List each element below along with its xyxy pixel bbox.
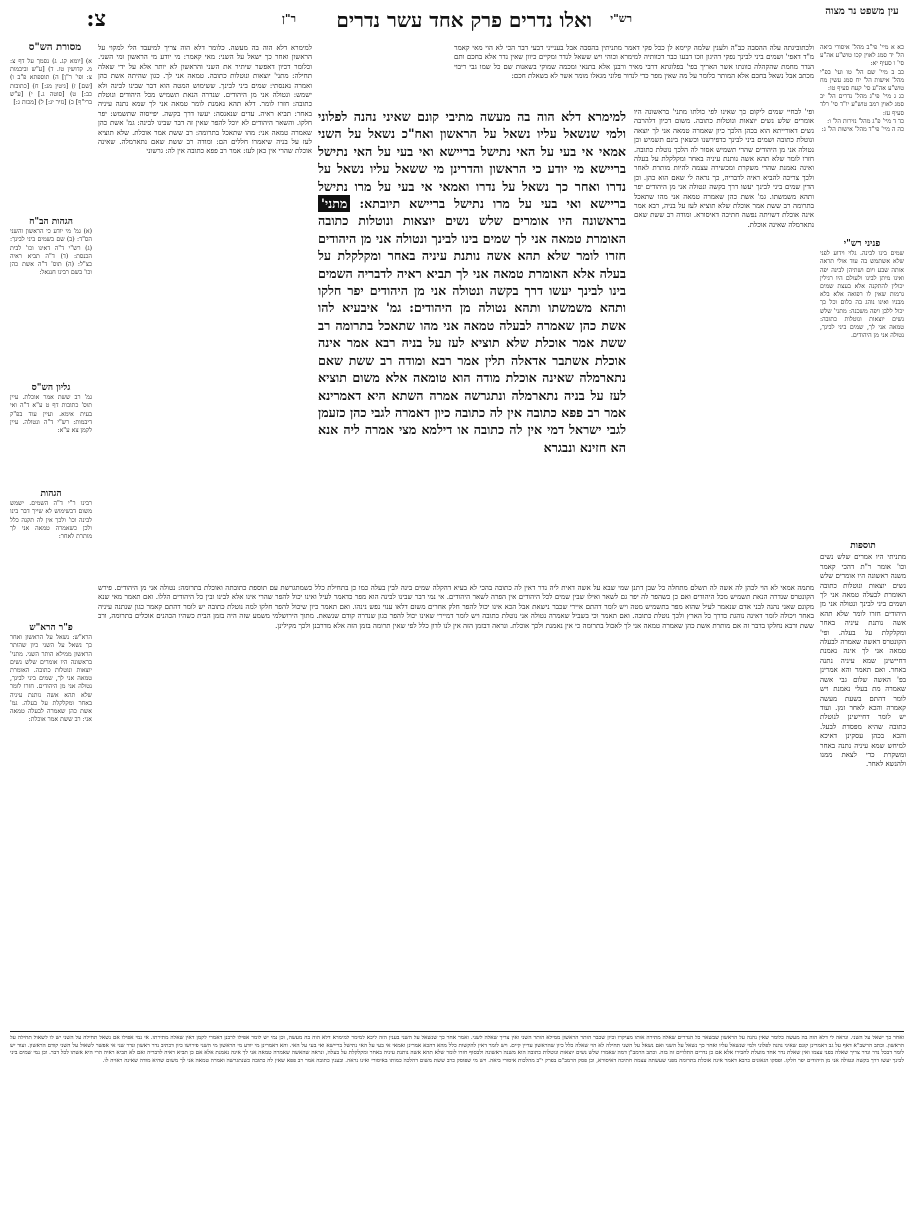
ran-top [454, 44, 814, 106]
masoret-label: מסורת הש"ס [28, 42, 82, 53]
piskei-rosh-title: פ"ר הרא"ש [29, 623, 73, 633]
ein-mishpat-entry: כג ג מיי' פי"ג מהל' נדרים הל' יב סמג לאוין רמב טוש"ע יו"ד סי' רלד סעיף עז: [820, 93, 904, 117]
bottom-notes-text: ואחר כך ישאל על השני. ונראה לי דלא הוה בה מעשה כלומר שאין נהנה על הראשון שבשאר כל הנדרים שאלה מתירה אותו מעיקרו וכיון שכבר הותר הראשון ממילא הותר השני ואין צריך שאלה לשני. ואמר אחר כך שנשאל על השני בענין הזה ליכא למימר למימרא דלא הוה בה מעשה, וכן נמי יש לומר אפילו לרבנן דאמרי לקמן דאין שאלה מתירתו. אי נמי אפילו אם נשאל תחילה על השני יש לו לשאול תחילה על הראשון. וכתב הרשב"א דאף על גב דאמרינן קונם שאיני נהנה לפלוני ולמי שנשאל עליו ואחר כך נשאל על השני ואם נשאל על השני תחילה לא הוי שאלה כלל כיון שהראשון עדיין קיים. ויש לומר דאין להקשות כלל מהא דהכא אמרינן ואמאי אי בעי על האי נתישל בריישא ואי בעי על האי. והא דאמרינן מי יודע מי הראשון מי השני פירושו כיון דכתיב נדר ראשון ונדר שני אי אפשר לשאול על השני קודם הראשון. ועוד יש לומר דבכל נדר ונדר צריך שאלה בפני עצמו ואין שאלת נדר אחד מועלת לחבירו אלא אם כן נדרים התלויים זה בזה. וכתב הרמב"ן דמה שאמרו שלש נשים יוצאות ונוטלות כתובה הוא משנה ראשונה ולבסוף חזרו לומר שלא תהא אשה נותנת עיניה באחר ומקלקלת על בעלה, ונראה שהאשה שאמרה טמאה אני לך אינה נאמנת אלא אם כן תביא ראיה לדבריה ואם לא תביא ראיה הרי היא אשתו לכל דבר. וכן נמי שמים ביני לבינך יעשו דרך בקשה ונטולה אני מן היהודים יפר חלקו. ופסקו הגאונים כרבא דאמר אינה אוכלת בתרומה מפני שעשתה עצמה חתיכה דאיסורא, וכן פסק הרמב"ם בפרק י"ב מהלכות איסורי ביאה. ויש מי שפוסק כרב ששת משום דהלכה כמותו באיסורי ואינו נראה. ובענין כתובה אמר רב פפא שאין לה כתובה כשנתגרשה ואמרה טמאה אני לך משום שהיא מודה שאינה ראויה לו. [10, 1035, 904, 1064]
ein-mishpat-entry: כה ה מיי' פי"ד מהל' אישות הל' ג: [821, 126, 904, 134]
tosafot-continued-text: מתמה אמאי לא הוי לכהן לה אשה לה תשלם מתחלה כל שבן דתנן שמי שבא על אשה דאית ליה נדר דאין לה כתובה בהכי לא בעיא דהקלה שמים בינה לבין בעלה כמו כן בתחילת כלל כשמתגרשת עם תוספת כתובתה ואוכלת בתרומה: נטולה אני מן היהודים. פירש הקונטרס שנדרה הנאת תשמיש מכל היהודים ואם כן כשהפר לה יפר גם לשאר ואילו שבין שמים לכל היהודים אין הפרה לשאר היהודים. אי נמי דבר שבינו לבינה הוא מפר כדאמר לעיל ואינו יכול להפר שהרי אינו אלא לבינו ובין כל היהודים הללו. ואם תאמר מאי שנא מקונם שאני נהנה לבני אדם שנאמר לעיל שהוא מפר בתשמיש מטה ויש לומר דהתם איירי שכבר נישאת אבל הכא אינו יכול להפר חלק אחרים משום דלאו ענוי נפש נינהו. ואם תאמר כיון שיכול להפר חלקו למה נוטלת כתובה יש לומר דהתם קאמר כגון שנתנה עיניה באחר ויכולה לומר דאינה נוהגת כדרך כל הארץ ולכך נוטלת כתובה. ואם תאמר וכי בשביל שאמרה נטולה אני נוטלת כתובה ויש לומר דמיירי שאינו יכול להפר כגון שנדרה קודם שנשאת. מתוך הירושלמי משמע שזה היה בזמן הבית כשהיו הכהנים אוכלים בתרומה, ורב ששת ורבא נחלקו בדבר זה אם מותרת אשת כהן שאמרה טמאה אני לך לאכול בתרומה כי אין נאמנת ולכך אוכלת. ונראה דבזמן הזה אין לנו לדון כלל לפי שאין תרומה בזמן הזה אלא מדרבנן ולכך מקילינן. [98, 584, 814, 630]
hagahot-bach [10, 214, 92, 374]
ran-top-text: ולכתוביגתה עלה ההסבה כב"ה ולענין שלמה קיימא לן ככל פקי דאמר מתניתין בהסבה אבל בענייני דבעי דבר הכי לא הוי מאי קאמר מ"ד דאפי' ושמים ביני לבינך נפקי דהיגון וזכו דבעו כבר דכוותיה למימרא וכוהי ויש ששאל לנדר ומקיים כיוון שאין נדר אלא בחכם ותם הנדר מחמת שהקהלה כוונתו אשר האריך בפי' בפלוגתא דרבי מאיר ורבנן אלא בתנאי ומכמה שמוקי בשאנות שם כל שמו גבי ריבוי מכתב אבל נשאל בחכם אלא המותר כלומר על מה שאין מפר כדי לנדור פלוני מגאלו מומר אשר לא בשאלת חכם: [454, 44, 814, 81]
tosafot [820, 538, 906, 1028]
rashi-text: למימרא דלא הוה בה מעשה. כלומר דלא הוה צריך למיעבד הלי למקוי על הראשון ואחר כך ישאל על השני: מאי קאמר: מי יודע מי הראשון ומי השני. וכלומר דכיון דאפשר שיתיר את השני והראשון לא יותר אלא על ידי שאלה תחילה: מתני' יוצאות ונוטלות כתובה. טמאה אני לך. כגון שהיתה אשת כהן ואמרה נאנסתי: שמים ביני לבינך. ששימוש המטה הוא דבר שבינו לבינה ולא ישמש: ונטולה אני מן היהודים. שנדרה הנאת תשמיש מכל היהודים ונוטלת כתובה: חזרו לומר. דלא תהא נאמנת לומר טמאה אני לך שמא נתנה עיניה באחר: תביא ראיה. עדים שנאנסה: יעשו דרך בקשה. יפייסוה שתשמש: יפר חלקו. והשאר היהודים לא יוכל להפר שאין זה דבר שבינו לבינה: גמ' אשת כהן שאמרה טמאה אני: מהו שתאכל בתרומה: רב ששת אמר אוכלת. שלא תוציא לעז על בניה שיאמרו חללים הם: ומודה רב ששת שאם נתארמלה. שאינה אוכלת שהרי אין כאן לעז: אמר רב פפא כתובה אין לה: גרשוני [98, 44, 312, 156]
gemara-label: גמ' [385, 300, 402, 316]
mishna-label: מתני' [318, 195, 350, 212]
masoret-text: א) [יומא קג. ג) נסמך על דף צ: מ. קדושין טו. ד) [ע"ש וביבמות צ: ופי' ר"ן] ה) תוספתא פ"ב ו) [שם] ז) [גיטין מג:] ח) [כתובות כב:] ט) [סוטה ג.] י) [ע"ש ברי"ף] כ) [נזיר יג:] ל) [מכות ג:] [10, 58, 92, 107]
mishna-text: בראשונה היו אומרים שלש נשים יוצאות ונוטלות כתובה האומרת טמאה אני לך שמים בינו לבינך ונטולה אני מן היהודים חזרו לומר שלא תהא אשה נותנת עיניה באחר ומקלקלת על בעלה אלא האומרת טמאה אני לך תביא ראיה לדבריה השמים בינו לבינך יעשו דרך בקשה ונטולה אני מן היהודים יפר חלקו ותהא משמשתו ותהא נטולה מן היהודים: [318, 213, 626, 316]
gemara-line-1: למימרא דלא הוה בה מעשה מתיבי קונם שאיני נהנה לפלוני ולמי שנשאל עליו נשאל על הראשון ואח"כ נשאל על השני אמאי אי בעי על האי נתישל בריישא ואי בעי על האי נתישל בריישא מי יודע כי הראשון והדרינן מי ששאל עליו נשאל על נדרו ואחר כך נשאל על נדרו ואמאי אי בעי על מרו נתישל בריישא ואי בעי על מרו נתישל בריישא תיובתא: [318, 109, 626, 212]
rashi-commentary [98, 44, 312, 578]
gemara-line-3: איבעיא להו אשת כהן שאמרה לבעלה טמאה אני מהו שתאכל בתרומה רב ששת אמר אוכלת שלא תוציא לעז על בניה רבא אמר אינה אוכלת אשתבר אדאלה תלין אמר רבא ומודה רב ששת שאם נתארמלה שאינה אוכלת מודה הוא טומאה אלא משום תוציא לעז על בניה נתארמלה ונתגרשה אמרה השתא היא דאמרינא אמר רב פפא כתובה אין לה כתובה כיון דאמרה לגבי כהן כזעמן לגבי ישראל דמי אין לה כתובה או דילמא מצי אמרה ליה אנא הא חזינא ונבגרא [318, 300, 626, 455]
penei-rosh-text: שמים בינו לבינה. גלוי וידוע לפני שלא אשתמש בה עוד אולי תראה אותה שבע ויום ושתיהן לבינה יפה ואינו מיתן לבינו ולעולם היו רגילין יכולין להתקנה אלא בעצת שמים גרמות שאין לו רפואה אלא בלא מבניו ואינו נוהג בה כלום וכל כך יכול ללבן ויפה משכנה: מתני' שלש נשים יוצאות ונוטלות כתובה: טמאה אני לך, שמים ביני לבינך, נטולה אני מן היהודים. [820, 250, 904, 340]
ein-mishpat [820, 44, 904, 230]
gilyon-hashas [10, 380, 92, 480]
header-ran: ר"ן [282, 12, 296, 25]
gilyon-text: גמ' רב ששת אמר אוכלת. עיין תוס' כתובות דף ט ע"א ד"ה ואי בעית אימא. ועיין עוד בפ"ק דיבמות: רש"י ד"ה ונטולה. עיין לקמן צא ע"א: [10, 394, 92, 435]
tosafot-title: תוספות [850, 541, 876, 551]
penei-rosh-title: פניני רש"י [843, 239, 881, 249]
gilyon-title: גליון הש"ס [31, 383, 71, 393]
header-title: ואלו נדרים פרק אחד עשר נדרים [336, 8, 592, 32]
tosafot-text: מתניתי היו אמרים שלש נשים וכו' אומר ר"ת דהכי קאמר משנה ראשונה היו אומרים שלש נשים יוצאות ונוטלות כתובה האומרת לבעלה טמאה אני לך ושמים ביני לבינך ונטולה אני מן היהודים חזרו לומר שלא תהא אשה נותנת עיניה באחר ומקלקלת על בעלה. ופי' הקונטרס דאשה שאמרה לבעלה טמאה אני לך אינה נאמנת דחיישינן שמא עיניה נתנה באחר. ואם תאמר והא אמרינן בפ' האשה שלום גבי אשה שאמרה מת בעלי נאמנת ויש לומר דהתם בשעת מעשה קאמרה והכא לאחר זמן. ועוד יש לומר דחיישינן לנוטלת כתובה שהיא מפסדת לבעל. והכא בכהן עסקינן דאיכא למיחש שמא עיניה נתנה באחר ומשקרת כדי לצאת ממנו ולהנשא לאחר. [820, 553, 906, 769]
ran-commentary [634, 108, 814, 578]
gemara-main-text [318, 108, 626, 578]
bottom-notes [10, 1035, 904, 1205]
hagahot [10, 486, 92, 616]
ein-mishpat-entry: כב ב מיי' שם הל' טו ועי' בפ"י מהל' אישות הל' יח סמג עשין מח טוש"ע אה"ע סי' קעח סעיף טו: [820, 68, 904, 93]
tosafot-continued [98, 584, 814, 1028]
ran-commentary-text: ופי' לבחיי שמים ליקום כך שאינו לפי כולתו מתני' בראשונה היו אומרים שלש נשים יוצאות ונוטלות כתובה. משום דכיון דלהרבה נשים דאורייתא הוא בכהן הלכך כיון שאמרה טמאה אני לך יוצאה ונוטלת כתובה ושמים ביני לבינך כדפירשנו וכשאין בינם תשמיש וכן נטולה אני מן היהודים שהרי תשמיש אסור לה הלכך נוטלת כתובה. חזרו לומר שלא תהא אשה נותנת עיניה באחר ומקלקלת על בעלה ואינה נאמנת שהרי משקרת ומכשירה עצמה להיות מותרת לאחר ולכך צריכה להביא ראיה לדבריה, כך נראה לי שאם הוא כהן. וכן הדין שמים ביני לבינך יעשו דרך בקשה ונטולה אני מן היהודים יפר ותהא משמשתו. גמ' אשת כהן שאמרה טמאה אני מהו שתאכל בתרומה רב ששת אמר אוכלת שלא תוציא לעז על בניה, רבא אמר אינה אוכלת דשויתה נפשה חתיכה דאיסורא. ומודה רב ששת שאם נתארמלה שאינה אוכלת. [634, 108, 814, 229]
penei-rosh [820, 236, 904, 536]
hagahot-text: רבינו ר"י ד"ה השמים. ישמש משום דבשימוש לא שייך דבר בינו לבינה וכו' ולכך אין לה תקנה כלל ולכן כשאמרה טמאה אני לך מותרת לאחר: [10, 500, 92, 541]
bottom-separator [10, 1031, 904, 1032]
hagahot-title: הגהות [40, 489, 62, 499]
folio-number: צ: [86, 6, 106, 32]
masoret-hashas [10, 58, 92, 208]
ein-mishpat-label: עין משפט נר מצוה [825, 6, 899, 17]
ein-mishpat-entry: כד ד מיי' פ"ג מהל' נזירות הל' ו: [827, 117, 904, 125]
piskei-rosh-text: הרא"ש: נשאל על הראשון ואחר כך נשאל על השני כיון שהותר הראשון ממילא הותר השני. מתני' בראשונה היו אומרים שלש נשים יוצאות ונוטלות כתובה. האומרת טמאה אני לך, שמים ביני לבינך, נטולה אני מן היהודים. חזרו לומר שלא תהא אשה נותנת עיניה באחר ומקלקלת על בעלה. גמ' אשת כהן שאמרה לבעלה טמאה אני: רב ששת אמר אוכלת: [10, 634, 92, 724]
hagahot-bach-title: הגהות הב"ח [29, 217, 73, 227]
piskei-rosh [10, 620, 92, 1028]
ein-mishpat-entry: כא א מיי' פי"ב מהל' איסורי ביאה הל' יד סמג לאוין קכו טוש"ע אה"ע סי' ו סעיף יא: [820, 44, 904, 68]
hagahot-bach-text: (א) גמ' מי יודע כי הראשון והשני הס"ד: (ב) שם בשמים ביני לבינך: (ג) רש"י ד"ה דאינו וכו' לבית הכנסת: (ד) ד"ה תביא ראיה כצ"ל: (ה) תוס' ד"ה אשת כהן וכו' בשם רבינו חננאל: [10, 228, 92, 277]
header-rosh: רש"י [610, 12, 632, 25]
